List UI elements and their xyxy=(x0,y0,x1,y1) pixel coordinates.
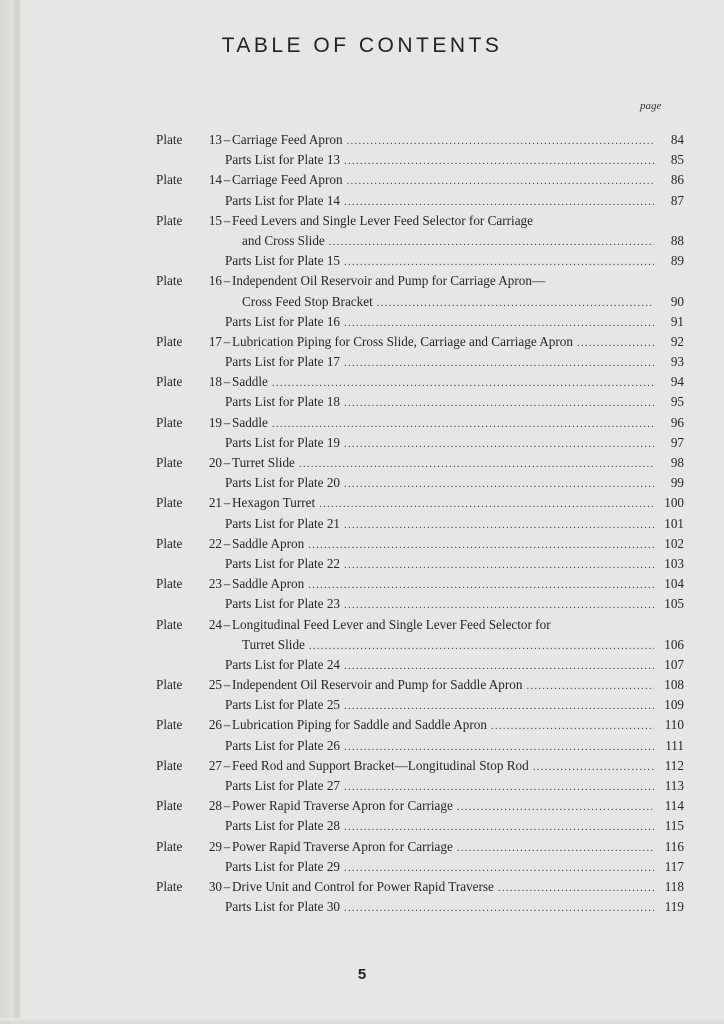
page-ref: 101 xyxy=(664,515,684,531)
parts-list-label: Parts List for Plate 26 xyxy=(225,737,341,753)
parts-list-label: Parts List for Plate 20 xyxy=(225,475,341,491)
entry-title: Feed Rod and Support Bracket—Longitudinal Stop Rod xyxy=(232,757,529,773)
entry-title: Saddle xyxy=(232,374,268,390)
plate-number: 16 xyxy=(208,273,222,289)
dash-separator: – xyxy=(223,878,231,894)
toc-entry-continuation xyxy=(156,294,684,314)
parts-list-label: Parts List for Plate 28 xyxy=(225,818,341,834)
parts-list-label: Parts List for Plate 22 xyxy=(225,555,341,571)
plate-word: Plate xyxy=(156,757,183,773)
plate-number: 15 xyxy=(208,212,222,228)
page-title: TABLE OF CONTENTS xyxy=(221,34,503,57)
plate-number: 20 xyxy=(208,455,222,470)
entry-title: Lubrication Piping for Cross Slide, Carriage and Carriage Apron xyxy=(232,333,573,349)
toc-entry xyxy=(156,839,684,859)
plate-word: Plate xyxy=(156,273,183,289)
page-ref: 114 xyxy=(664,798,684,814)
plate-number: 24 xyxy=(208,616,222,632)
page-ref: 119 xyxy=(664,899,684,915)
entry-title: Carriage Feed Apron xyxy=(232,132,343,147)
parts-list-label: Parts List for Plate 29 xyxy=(225,858,341,874)
toc-entry xyxy=(156,677,684,697)
dash-separator: – xyxy=(223,677,231,693)
page-ref: 103 xyxy=(664,555,684,571)
dot-leader xyxy=(344,317,654,329)
dash-separator: – xyxy=(223,757,231,773)
dot-leader xyxy=(344,256,654,268)
dot-leader xyxy=(344,196,654,208)
page-ref: 90 xyxy=(670,293,684,309)
toc-entry xyxy=(156,717,684,737)
toc-entry xyxy=(156,536,684,556)
dot-leader xyxy=(344,478,654,490)
dash-separator: – xyxy=(223,273,231,289)
plate-number: 26 xyxy=(208,717,222,733)
dash-separator: – xyxy=(223,838,231,854)
page-ref: 115 xyxy=(664,818,684,834)
dot-leader xyxy=(457,801,654,813)
plate-word: Plate xyxy=(156,212,183,228)
parts-list-entry xyxy=(156,253,684,273)
dash-separator: – xyxy=(223,717,231,733)
dash-separator: – xyxy=(223,495,231,511)
dash-separator: – xyxy=(223,333,231,349)
page-ref: 89 xyxy=(670,253,684,269)
plate-word: Plate xyxy=(156,535,183,551)
parts-list-label: Parts List for Plate 13 xyxy=(225,152,341,168)
plate-word: Plate xyxy=(156,717,183,733)
plate-number: 14 xyxy=(208,172,222,188)
toc-entry xyxy=(156,576,684,596)
plate-word: Plate xyxy=(156,374,183,390)
parts-list-entry xyxy=(156,859,684,879)
parts-list-label: Parts List for Plate 18 xyxy=(225,394,341,410)
page-ref: 112 xyxy=(664,757,684,773)
page-ref: 113 xyxy=(664,778,684,793)
page-ref: 110 xyxy=(664,717,684,733)
toc-entry-continuation xyxy=(156,637,684,657)
parts-list-entry xyxy=(156,475,684,495)
page-ref: 87 xyxy=(670,192,684,208)
parts-list-entry xyxy=(156,818,684,838)
dot-leader xyxy=(347,135,654,147)
toc-entry xyxy=(156,758,684,778)
parts-list-label: Parts List for Plate 19 xyxy=(225,434,341,450)
parts-list-entry xyxy=(156,738,684,758)
plate-word: Plate xyxy=(156,414,183,430)
plate-number: 29 xyxy=(208,838,222,854)
entry-title: Lubrication Piping for Saddle and Saddle Apron xyxy=(232,717,487,733)
page-ref: 85 xyxy=(670,152,684,168)
toc-entry xyxy=(156,172,684,192)
dot-leader xyxy=(498,882,654,894)
toc-entry-continuation xyxy=(156,233,684,253)
entry-title: Power Rapid Traverse Apron for Carriage xyxy=(232,838,453,854)
entry-title: Cross Feed Stop Bracket xyxy=(242,293,373,309)
dot-leader xyxy=(344,700,654,712)
entry-title: Feed Levers and Single Lever Feed Selector for Carriage xyxy=(232,212,533,228)
page-ref: 92 xyxy=(670,333,684,349)
parts-list-entry xyxy=(156,778,684,798)
entry-title: Carriage Feed Apron xyxy=(232,172,343,188)
page-column-header: page xyxy=(640,100,662,112)
page-ref: 91 xyxy=(670,313,684,329)
toc-entry xyxy=(156,798,684,818)
page-edge xyxy=(0,0,22,1024)
dot-leader xyxy=(319,498,654,510)
dash-separator: – xyxy=(223,212,231,228)
page-ref: 99 xyxy=(670,475,684,491)
dash-separator: – xyxy=(223,798,231,814)
dot-leader xyxy=(491,720,654,732)
dash-separator: – xyxy=(223,616,231,632)
parts-list-label: Parts List for Plate 17 xyxy=(225,354,341,370)
page-ref: 108 xyxy=(664,677,684,693)
plate-word: Plate xyxy=(156,333,183,349)
dot-leader xyxy=(329,236,654,248)
page-ref: 94 xyxy=(670,374,684,390)
page-ref: 88 xyxy=(670,232,684,248)
parts-list-entry xyxy=(156,556,684,576)
plate-word: Plate xyxy=(156,616,183,632)
entry-title: Drive Unit and Control for Power Rapid Traverse xyxy=(232,878,494,894)
plate-word: Plate xyxy=(156,172,183,188)
plate-word: Plate xyxy=(156,838,183,854)
dot-leader xyxy=(344,438,654,450)
parts-list-entry xyxy=(156,899,684,919)
entry-title: Saddle Apron xyxy=(232,576,305,592)
dash-separator: – xyxy=(223,576,231,592)
toc-entry xyxy=(156,879,684,899)
dot-leader xyxy=(344,357,654,369)
dash-separator: – xyxy=(223,535,231,551)
page-ref: 106 xyxy=(664,636,684,652)
plate-number: 22 xyxy=(208,535,222,551)
plate-number: 23 xyxy=(208,576,222,592)
dot-leader xyxy=(344,559,654,571)
parts-list-label: Parts List for Plate 14 xyxy=(225,192,341,208)
dot-leader xyxy=(308,539,654,551)
dot-leader xyxy=(526,680,654,692)
page-ref: 107 xyxy=(664,656,684,672)
parts-list-label: Parts List for Plate 15 xyxy=(225,253,341,269)
entry-title: and Cross Slide xyxy=(242,232,325,248)
page-number: 5 xyxy=(357,966,367,983)
parts-list-entry xyxy=(156,314,684,334)
page-ref: 118 xyxy=(664,878,684,894)
page-ref: 93 xyxy=(670,354,684,370)
plate-number: 27 xyxy=(208,757,222,773)
dot-leader xyxy=(272,418,654,430)
dot-leader xyxy=(308,579,654,591)
page-ref: 95 xyxy=(670,394,684,410)
parts-list-label: Parts List for Plate 27 xyxy=(225,778,341,793)
plate-word: Plate xyxy=(156,878,183,894)
entry-title: Independent Oil Reservoir and Pump for Saddle Apron xyxy=(232,677,523,693)
parts-list-entry xyxy=(156,152,684,172)
plate-number: 30 xyxy=(208,878,222,894)
plate-number: 28 xyxy=(208,798,222,814)
toc-entry xyxy=(156,617,684,637)
toc-entry xyxy=(156,132,684,152)
entry-title: Independent Oil Reservoir and Pump for Carriage Apron— xyxy=(232,273,546,289)
dot-leader xyxy=(533,761,654,773)
toc-entry xyxy=(156,455,684,475)
page-edge-bottom xyxy=(0,1018,724,1024)
page-ref: 102 xyxy=(664,535,684,551)
entry-title: Power Rapid Traverse Apron for Carriage xyxy=(232,798,453,814)
parts-list-entry xyxy=(156,354,684,374)
page-ref: 98 xyxy=(670,455,684,470)
page-ref: 97 xyxy=(670,434,684,450)
toc-entry xyxy=(156,334,684,354)
dash-separator: – xyxy=(223,414,231,430)
toc-entry xyxy=(156,374,684,394)
parts-list-entry xyxy=(156,435,684,455)
dot-leader xyxy=(344,821,654,833)
dash-separator: – xyxy=(223,132,231,147)
dot-leader xyxy=(377,297,654,309)
dot-leader xyxy=(344,599,654,611)
plate-number: 19 xyxy=(208,414,222,430)
plate-number: 13 xyxy=(208,132,222,147)
plate-word: Plate xyxy=(156,132,183,147)
dash-separator: – xyxy=(223,455,231,470)
parts-list-entry xyxy=(156,596,684,616)
plate-word: Plate xyxy=(156,455,183,470)
page-ref: 100 xyxy=(664,495,684,511)
table-of-contents xyxy=(156,132,684,919)
entry-title: Saddle Apron xyxy=(232,535,305,551)
dot-leader xyxy=(344,902,654,914)
page-ref: 109 xyxy=(664,697,684,713)
plate-number: 25 xyxy=(208,677,222,693)
dot-leader xyxy=(272,377,654,389)
page-ref: 116 xyxy=(664,838,684,854)
dot-leader xyxy=(344,397,654,409)
parts-list-label: Parts List for Plate 24 xyxy=(225,656,341,672)
page-ref: 84 xyxy=(670,132,684,147)
parts-list-entry xyxy=(156,657,684,677)
page-ref: 96 xyxy=(670,414,684,430)
page-ref: 104 xyxy=(664,576,684,592)
page-ref: 105 xyxy=(664,596,684,612)
entry-title: Longitudinal Feed Lever and Single Lever Feed Selector for xyxy=(232,616,551,632)
parts-list-entry xyxy=(156,697,684,717)
parts-list-entry xyxy=(156,394,684,414)
page-ref: 86 xyxy=(670,172,684,188)
dot-leader xyxy=(344,660,654,672)
plate-word: Plate xyxy=(156,677,183,693)
parts-list-label: Parts List for Plate 25 xyxy=(225,697,341,713)
plate-number: 17 xyxy=(208,333,222,349)
parts-list-label: Parts List for Plate 23 xyxy=(225,596,341,612)
toc-entry xyxy=(156,415,684,435)
dot-leader xyxy=(344,519,654,531)
entry-title: Hexagon Turret xyxy=(232,495,316,511)
parts-list-entry xyxy=(156,193,684,213)
dot-leader xyxy=(309,640,654,652)
dot-leader xyxy=(457,842,654,854)
parts-list-entry xyxy=(156,516,684,536)
entry-title: Turret Slide xyxy=(232,455,295,470)
toc-entry xyxy=(156,273,684,293)
dot-leader xyxy=(344,155,654,167)
parts-list-label: Parts List for Plate 30 xyxy=(225,899,341,915)
entry-title: Turret Slide xyxy=(242,636,305,652)
dot-leader xyxy=(344,781,654,793)
parts-list-label: Parts List for Plate 16 xyxy=(225,313,341,329)
dot-leader xyxy=(347,175,654,187)
page-ref: 111 xyxy=(665,737,684,753)
plate-number: 21 xyxy=(208,495,222,511)
parts-list-label: Parts List for Plate 21 xyxy=(225,515,341,531)
entry-title: Saddle xyxy=(232,414,268,430)
plate-word: Plate xyxy=(156,798,183,814)
dot-leader xyxy=(299,458,654,470)
toc-entry xyxy=(156,495,684,515)
dot-leader xyxy=(344,862,654,874)
dash-separator: – xyxy=(223,172,231,188)
page-ref: 117 xyxy=(664,858,684,874)
plate-number: 18 xyxy=(208,374,222,390)
dash-separator: – xyxy=(223,374,231,390)
plate-word: Plate xyxy=(156,576,183,592)
plate-word: Plate xyxy=(156,495,183,511)
dot-leader xyxy=(344,741,654,753)
toc-entry xyxy=(156,213,684,233)
dot-leader xyxy=(577,337,654,349)
